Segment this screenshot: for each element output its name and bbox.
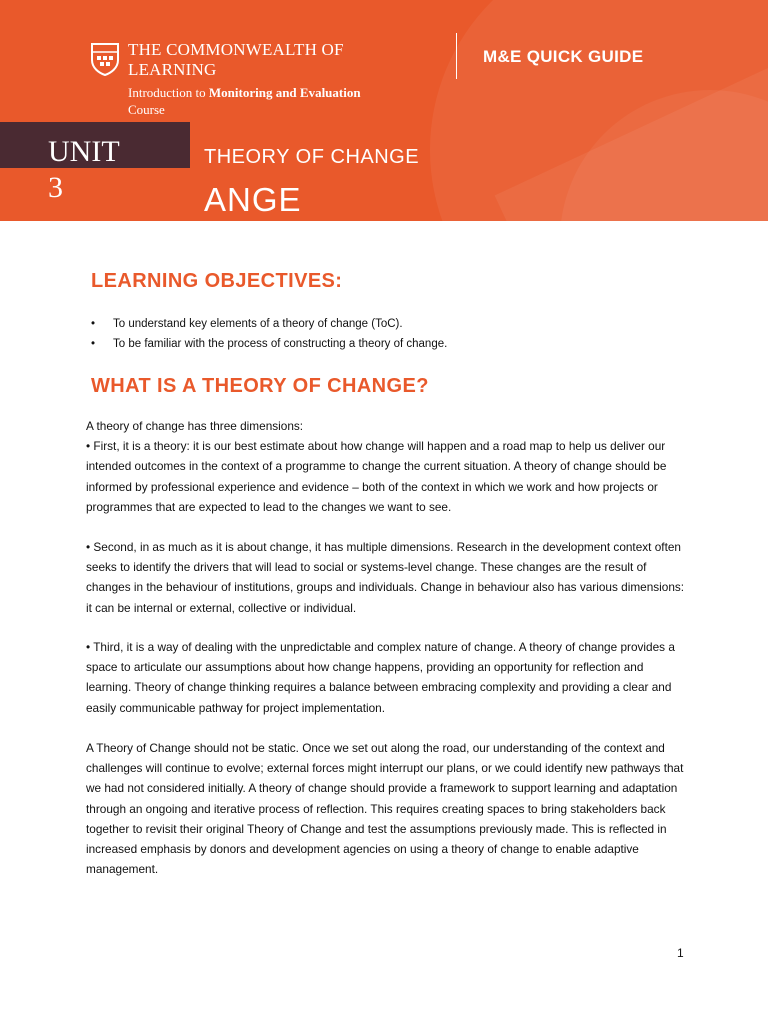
unit-word: UNIT (48, 135, 120, 168)
course-subtitle (128, 84, 428, 118)
list-item: • To be familiar with the process of constructing a theory of change. (91, 334, 447, 354)
objectives-list (91, 314, 447, 354)
col-crest-icon (90, 42, 120, 76)
header-divider (456, 33, 457, 79)
guide-label: M&E QUICK GUIDE (483, 47, 644, 66)
list-item: • To understand key elements of a theory of change (ToC). (91, 314, 447, 334)
course-name: Monitoring and Evaluation (208, 85, 361, 100)
organization-name: THE COMMONWEALTH OF LEARNING (128, 40, 344, 79)
section-title: THEORY OF CHANGE (204, 146, 420, 168)
page-number: 1 (677, 946, 684, 960)
paragraph: A Theory of Change should not be static. Once we set out along the road, our understanding of the context and challenges will continue to evolve; external forces might interrupt our plans, or we could identify new pathways that we had not considered initially. A theory of change should provide a framework to support learning and adaptation through an ongoing and iterative process of reflection. This requires creating spaces to bring stakeholders back together to revisit their original Theory of Change and test the assumptions previously made. This is reflected in increased emphasis by donors and development agencies on using a theory of change to enable adaptive management. (86, 741, 684, 877)
course-prefix: Introduction to (128, 85, 209, 100)
unit-number: 3 (48, 171, 63, 204)
paragraph: A theory of change has three dimensions: • First, it is a theory: it is our best estimate about how change will happen and a road map to help us deliver our intended outcomes in the context of a programme to change the current situation. A theory of change should be informed by professional experience and evidence – both of the context in which we work and how projects or programmes that are expected to lead to the changes we want to see. (86, 419, 667, 514)
section-title-large: ANGE (204, 181, 302, 218)
paragraph: • Third, it is a way of dealing with the unpredictable and complex nature of change. A theory of change provides a space to articulate our assumptions about how change happens, providing an opportunity for reflection and learning. Theory of change thinking requires a balance between embracing complexity and providing a clear and easily communicable pathway for project implementation. (86, 640, 675, 715)
paragraph: • Second, in as much as it is about change, it has multiple dimensions. Research in the development context often seeks to identify the drivers that will lead to social or systems-level change. These changes are the result of changes in the behaviour of institutions, groups and individuals. Change in behaviour also has various dimensions: it can be internal or external, collective or individual. (86, 540, 685, 615)
course-suffix: Course (128, 102, 165, 117)
unit-label (48, 134, 120, 206)
what-is-heading: WHAT IS A THEORY OF CHANGE? (91, 375, 429, 397)
objectives-heading: LEARNING OBJECTIVES: (91, 270, 343, 292)
